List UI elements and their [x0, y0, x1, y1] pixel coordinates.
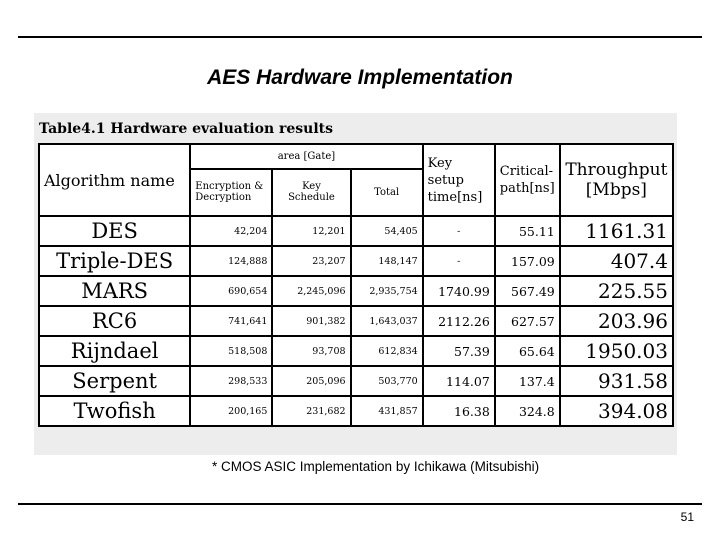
enc-dec-cell: 200,165 — [190, 396, 272, 426]
total-cell: 1,643,037 — [351, 306, 423, 336]
throughput-cell: 931.58 — [560, 366, 673, 396]
key-schedule-cell: 2,245,096 — [272, 276, 350, 306]
algorithm-cell: Rijndael — [39, 336, 190, 366]
key-setup-cell: 2112.26 — [423, 306, 495, 336]
key-schedule-cell: 205,096 — [272, 366, 350, 396]
table-row — [39, 306, 673, 336]
page-number: 51 — [680, 510, 694, 524]
enc-dec-cell: 298,533 — [190, 366, 272, 396]
header-encryption-decryption: Encryption & Decryption — [190, 169, 272, 216]
enc-dec-cell: 42,204 — [190, 216, 272, 246]
footnote: * CMOS ASIC Implementation by Ichikawa (Mitsubishi) — [212, 459, 540, 474]
table-caption: Table4.1 Hardware evaluation results — [39, 121, 334, 137]
header-area: area [Gate] — [190, 144, 422, 169]
critical-path-cell: 157.09 — [495, 246, 560, 276]
slide-title: AES Hardware Implementation — [207, 66, 513, 89]
total-cell: 612,834 — [351, 336, 423, 366]
table-row — [39, 216, 673, 246]
critical-path-cell: 627.57 — [495, 306, 560, 336]
header-key-schedule: Key Schedule — [272, 169, 350, 216]
algorithm-cell: DES — [39, 216, 190, 246]
throughput-cell: 203.96 — [560, 306, 673, 336]
critical-path-cell: 324.8 — [495, 396, 560, 426]
table-image — [34, 113, 677, 455]
critical-path-cell: 567.49 — [495, 276, 560, 306]
throughput-cell: 407.4 — [560, 246, 673, 276]
throughput-cell: 394.08 — [560, 396, 673, 426]
algorithm-cell: MARS — [39, 276, 190, 306]
algorithm-cell: Twofish — [39, 396, 190, 426]
total-cell: 148,147 — [351, 246, 423, 276]
table-row — [39, 336, 673, 366]
algorithm-cell: Triple-DES — [39, 246, 190, 276]
header-throughput: Throughput [Mbps] — [560, 144, 673, 216]
total-cell: 431,857 — [351, 396, 423, 426]
key-schedule-cell: 12,201 — [272, 216, 350, 246]
top-rule — [18, 36, 702, 38]
total-cell: 54,405 — [351, 216, 423, 246]
enc-dec-cell: 690,654 — [190, 276, 272, 306]
header-key-setup: Key setup time[ns] — [423, 144, 495, 216]
table-row — [39, 246, 673, 276]
throughput-cell: 225.55 — [560, 276, 673, 306]
key-setup-cell: - — [423, 246, 495, 276]
throughput-cell: 1161.31 — [560, 216, 673, 246]
enc-dec-cell: 741,641 — [190, 306, 272, 336]
header-total: Total — [351, 169, 423, 216]
key-setup-cell: 57.39 — [423, 336, 495, 366]
critical-path-cell: 65.64 — [495, 336, 560, 366]
algorithm-cell: Serpent — [39, 366, 190, 396]
throughput-cell: 1950.03 — [560, 336, 673, 366]
critical-path-cell: 55.11 — [495, 216, 560, 246]
key-schedule-cell: 901,382 — [272, 306, 350, 336]
table-row — [39, 276, 673, 306]
key-schedule-cell: 93,708 — [272, 336, 350, 366]
key-setup-cell: 1740.99 — [423, 276, 495, 306]
enc-dec-cell: 518,508 — [190, 336, 272, 366]
key-setup-cell: 16.38 — [423, 396, 495, 426]
key-setup-cell: 114.07 — [423, 366, 495, 396]
key-schedule-cell: 231,682 — [272, 396, 350, 426]
header-algorithm-name: Algorithm name — [39, 144, 190, 216]
header-critical-path: Critical-path[ns] — [495, 144, 560, 216]
algorithm-cell: RC6 — [39, 306, 190, 336]
critical-path-cell: 137.4 — [495, 366, 560, 396]
enc-dec-cell: 124,888 — [190, 246, 272, 276]
total-cell: 2,935,754 — [351, 276, 423, 306]
bottom-rule — [18, 503, 702, 505]
table-row — [39, 366, 673, 396]
hardware-evaluation-table — [38, 143, 674, 427]
table-row — [39, 396, 673, 426]
key-setup-cell: - — [423, 216, 495, 246]
total-cell: 503,770 — [351, 366, 423, 396]
key-schedule-cell: 23,207 — [272, 246, 350, 276]
